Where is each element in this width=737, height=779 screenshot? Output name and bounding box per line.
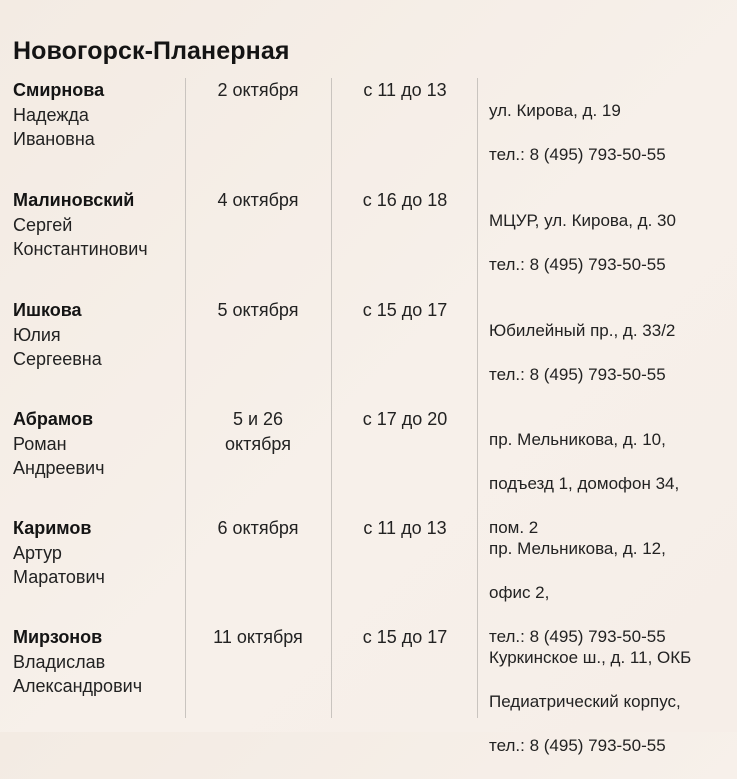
- address-cell: [489, 188, 735, 298]
- phone-line: тел.: 8 (495) 793-50-55: [489, 365, 666, 384]
- given-name: Роман: [13, 433, 67, 454]
- time-cell: с 15 до 17: [362, 627, 448, 647]
- date-text: 6 октября: [217, 518, 299, 538]
- phone-line: тел.: 8 (495) 793-50-55: [489, 736, 666, 755]
- address-line: МЦУР, ул. Кирова, д. 30: [489, 211, 676, 230]
- time-cell: с 11 до 13: [363, 80, 447, 100]
- table-row: [0, 625, 737, 755]
- address-line: пом. 2: [489, 518, 539, 537]
- date-text: 2 октября: [217, 80, 299, 100]
- patronymic: Маратович: [13, 567, 105, 587]
- given-name: Сергей: [13, 214, 73, 235]
- name-cell: [13, 625, 181, 699]
- time-cell: с 15 до 17: [362, 300, 448, 320]
- address-cell: [489, 625, 735, 779]
- date-text: 5 октября: [217, 300, 299, 320]
- date-cell: [188, 78, 328, 103]
- name-cell: [13, 298, 181, 372]
- schedule-table: [0, 78, 737, 755]
- address-line: пр. Мельникова, д. 10,: [489, 430, 666, 449]
- address-line: пр. Мельникова, д. 12,: [489, 539, 666, 558]
- given-name: Надежда: [13, 104, 89, 125]
- phone-line: тел.: 8 (495) 793-50-55: [489, 627, 666, 646]
- date-text: 4 октября: [217, 190, 299, 210]
- phone-line: тел.: 8 (495) 793-50-55: [489, 145, 666, 164]
- patronymic: Андреевич: [13, 458, 105, 478]
- date-text: 11 октября: [213, 627, 303, 647]
- page-title: Новогорск-Планерная: [13, 37, 290, 65]
- surname: Смирнова: [13, 80, 105, 100]
- date-text: октября: [225, 433, 291, 454]
- address-line: Юбилейный пр., д. 33/2: [489, 321, 676, 340]
- patronymic: Александрович: [13, 676, 143, 696]
- table-row: [0, 188, 737, 298]
- surname: Каримов: [13, 518, 92, 538]
- address-line: ул. Кирова, д. 19: [489, 101, 621, 120]
- surname: Малиновский: [13, 190, 135, 210]
- table-row: [0, 298, 737, 408]
- address-line: офис 2,: [489, 583, 550, 602]
- address-cell: [489, 298, 735, 408]
- given-name: Владислав: [13, 651, 106, 672]
- time-cell: с 16 до 18: [362, 190, 448, 210]
- patronymic: Ивановна: [13, 129, 95, 149]
- given-name: Юлия: [13, 324, 61, 345]
- name-cell: [13, 188, 181, 262]
- date-cell: [188, 407, 328, 456]
- date-cell: [188, 298, 328, 323]
- time-cell: с 11 до 13: [363, 518, 447, 538]
- patronymic: Сергеевна: [13, 349, 102, 369]
- address-line: Куркинское ш., д. 11, ОКБ: [489, 648, 692, 667]
- date-text: 5 и 26: [232, 409, 284, 429]
- table-row: [0, 78, 737, 188]
- phone-line: тел.: 8 (495) 793-50-55: [489, 255, 666, 274]
- date-cell: [188, 516, 328, 541]
- address-line: Педиатрический корпус,: [489, 692, 681, 711]
- surname: Ишкова: [13, 300, 82, 320]
- time-cell: с 17 до 20: [362, 409, 448, 429]
- name-cell: [13, 78, 181, 152]
- name-cell: [13, 516, 181, 590]
- surname: Абрамов: [13, 409, 94, 429]
- patronymic: Константинович: [13, 239, 148, 259]
- given-name: Артур: [13, 542, 62, 563]
- date-cell: [188, 188, 328, 213]
- date-cell: [188, 625, 328, 650]
- address-line: подъезд 1, домофон 34,: [489, 474, 680, 493]
- name-cell: [13, 407, 181, 481]
- surname: Мирзонов: [13, 627, 103, 647]
- address-cell: [489, 78, 735, 188]
